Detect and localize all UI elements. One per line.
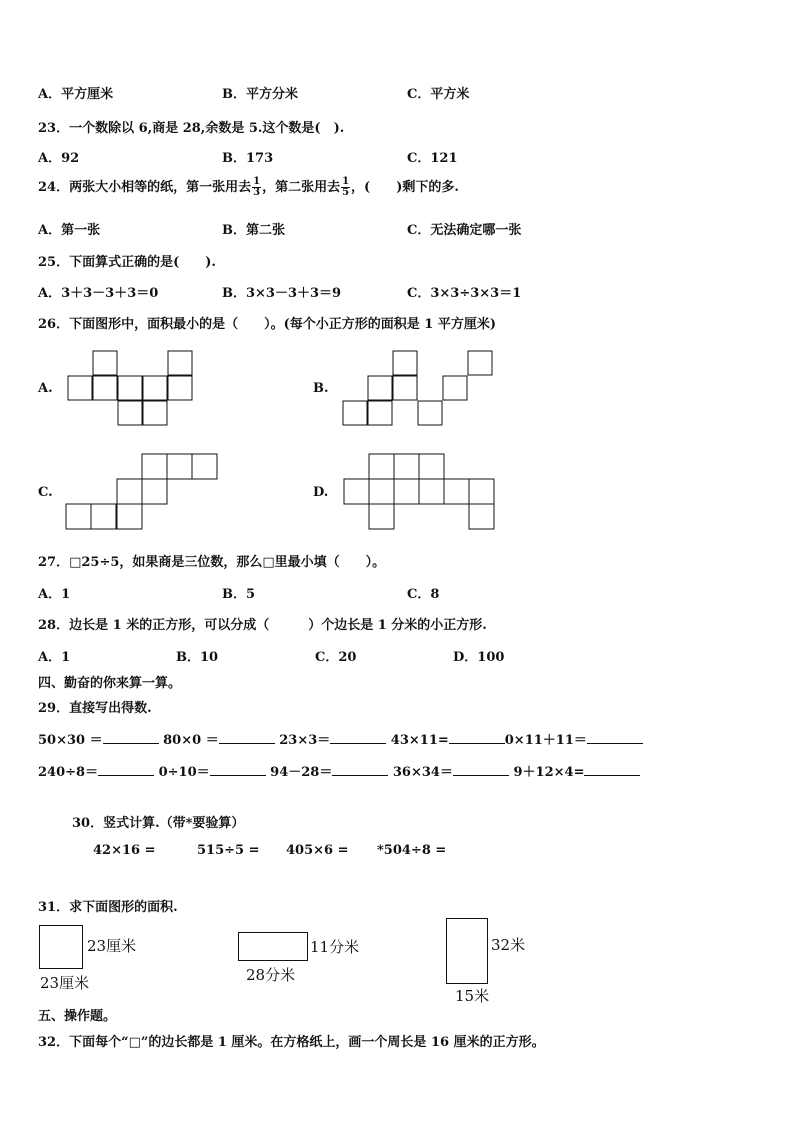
q26-figure-a [60, 345, 210, 435]
rectangle-figure-2 [446, 918, 488, 984]
q24-option-a: A．第一张 [38, 223, 101, 238]
q28-option-a: A．1 [38, 650, 71, 665]
q30-stem: 30．竖式计算.（带*要验算） [72, 816, 245, 831]
q29-row-1 [38, 729, 643, 748]
rectangle-figure-1 [238, 932, 308, 961]
q32-stem: 32．下面每个“□”的边长都是 1 厘米。在方格纸上，画一个周长是 16 厘米的正方形。 [38, 1035, 545, 1050]
q24-option-b: B．第二张 [222, 223, 285, 238]
q23-option-a: A．92 [38, 151, 80, 166]
q25-stem: 25．下面算式正确的是( ). [38, 255, 216, 270]
q24-stem-part-c: ，( )剩下的多. [351, 180, 459, 195]
q29-r2-item-3: 94－28＝ [270, 765, 333, 780]
q25-option-c: C．3×3÷3×3＝1 [407, 286, 522, 301]
q24-fraction-2 [341, 177, 350, 198]
rectangle-1-length-label: 28分米 [246, 966, 296, 984]
q27-option-a: A．1 [38, 587, 71, 602]
q27-option-c: C．8 [407, 587, 440, 602]
frac1-numerator: 1 [253, 176, 261, 187]
answer-blank[interactable] [98, 775, 154, 776]
q23-option-c: C．121 [407, 151, 458, 166]
q29-r1-item-1: 50×30 ＝ [38, 733, 103, 748]
q22-option-c: C．平方米 [407, 87, 470, 102]
q28-option-c: C．20 [315, 650, 357, 665]
q23-option-b: B．173 [222, 151, 274, 166]
q29-r1-item-5: 0×11＋11＝ [504, 733, 587, 748]
q25-option-b: B．3×3－3＋3＝9 [222, 286, 342, 301]
answer-blank[interactable] [587, 743, 643, 744]
q24-stem [38, 176, 459, 198]
section-4-title: 四、勤奋的你来算一算。 [38, 676, 182, 691]
answer-blank[interactable] [219, 743, 275, 744]
frac2-denominator: 5 [342, 187, 350, 198]
answer-blank[interactable] [584, 775, 640, 776]
rectangle-2-width-label: 15米 [455, 987, 490, 1005]
q26-label-c: C. [38, 485, 53, 500]
square-bottom-label: 23厘米 [40, 974, 90, 992]
section-5-title: 五、操作题。 [38, 1009, 117, 1024]
answer-blank[interactable] [332, 775, 388, 776]
q24-stem-part-b: ，第二张用去 [262, 180, 341, 195]
q29-r1-item-2: 80×0 ＝ [163, 733, 219, 748]
frac1-denominator: 3 [253, 187, 261, 198]
q23-stem: 23．一个数除以 6,商是 28,余数是 5.这个数是( ). [38, 121, 345, 136]
q26-label-a: A. [38, 381, 53, 396]
q30-item-1: 42×16 = [93, 843, 156, 858]
q22-option-b: B．平方分米 [222, 87, 298, 102]
q26-figure-c [60, 448, 230, 538]
answer-blank[interactable] [453, 775, 509, 776]
rectangle-2-height-label: 32米 [491, 936, 526, 954]
q30-item-2: 515÷5 = [197, 843, 260, 858]
q30-item-3: 405×6 = [286, 843, 349, 858]
q24-fraction-1 [252, 177, 261, 198]
answer-blank[interactable] [330, 743, 386, 744]
q25-option-a: A．3＋3－3＋3＝0 [38, 286, 159, 301]
answer-blank[interactable] [449, 743, 505, 744]
q29-r1-item-4: 43×11= [390, 733, 449, 748]
q28-option-b: B．10 [176, 650, 219, 665]
q29-stem: 29．直接写出得数. [38, 701, 152, 716]
square-side-label: 23厘米 [87, 937, 137, 955]
q29-r2-item-5: 9＋12×4= [513, 765, 585, 780]
q22-option-a: A．平方厘米 [38, 87, 114, 102]
q27-option-b: B．5 [222, 587, 256, 602]
q26-figure-b [335, 345, 505, 435]
q24-stem-part-a: 24．两张大小相等的纸，第一张用去 [38, 180, 252, 195]
q29-r2-item-1: 240÷8＝ [38, 765, 99, 780]
q29-r2-item-2: 0÷10＝ [158, 765, 210, 780]
q26-label-d: D. [313, 485, 329, 500]
q26-figure-d [335, 448, 505, 538]
q29-r1-item-3: 23×3＝ [279, 733, 331, 748]
frac2-numerator: 1 [342, 176, 350, 187]
q29-row-2 [38, 761, 640, 780]
q27-stem: 27．□25÷5，如果商是三位数，那么□里最小填（ ）。 [38, 555, 386, 570]
q26-stem: 26．下面图形中，面积最小的是（ ）。(每个小正方形的面积是 1 平方厘米) [38, 317, 496, 332]
q24-option-c: C．无法确定哪一张 [407, 223, 522, 238]
square-figure [39, 925, 83, 969]
q31-stem: 31．求下面图形的面积. [38, 900, 178, 915]
q28-stem: 28．边长是 1 米的正方形，可以分成（ ）个边长是 1 分米的小正方形. [38, 618, 487, 633]
q28-option-d: D．100 [453, 650, 505, 665]
answer-blank[interactable] [103, 743, 159, 744]
q30-item-4: *504÷8 = [377, 843, 447, 858]
q26-label-b: B. [313, 381, 329, 396]
answer-blank[interactable] [210, 775, 266, 776]
q29-r2-item-4: 36×34＝ [392, 765, 453, 780]
rectangle-1-width-label: 11分米 [310, 938, 360, 956]
